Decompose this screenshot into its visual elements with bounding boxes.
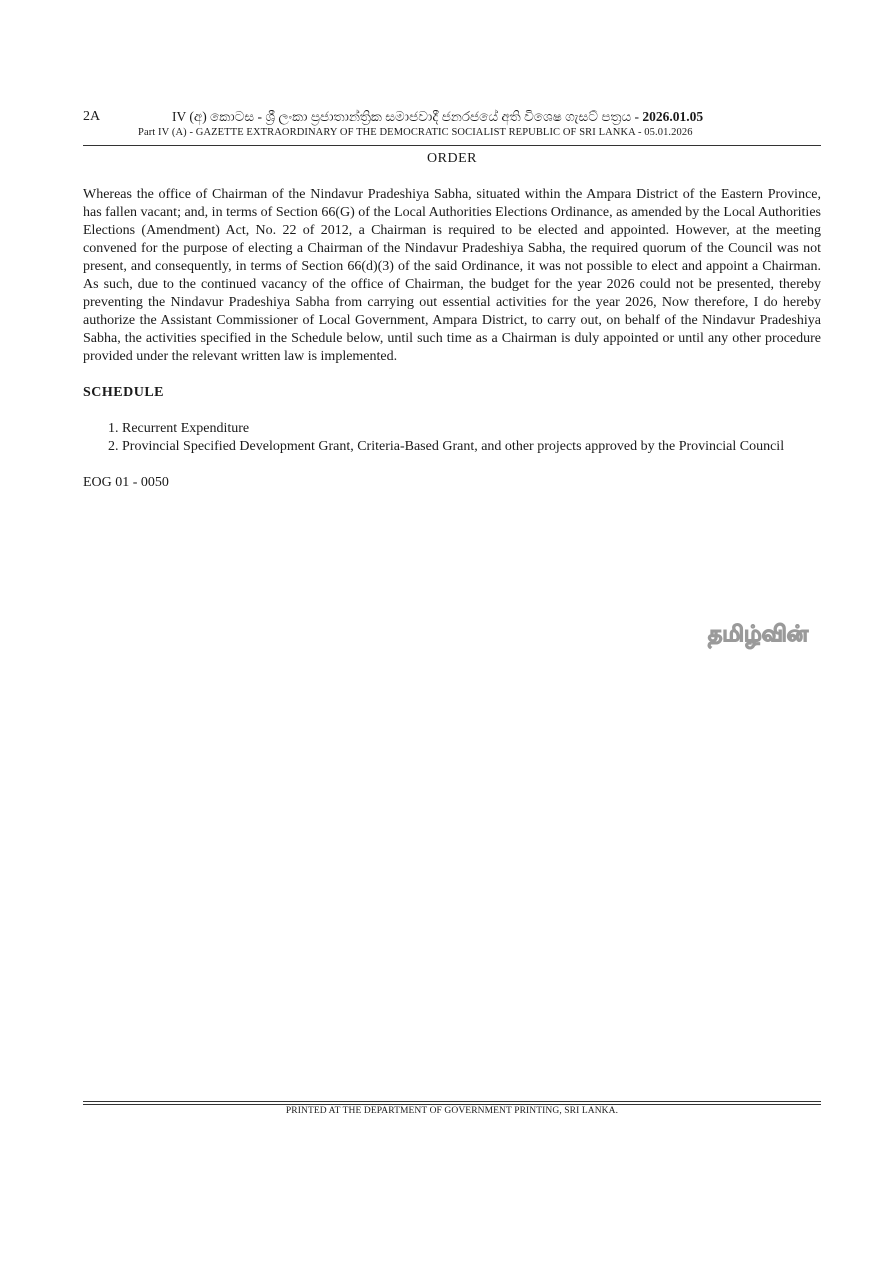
- gazette-header-date: 2026.01.05: [642, 109, 704, 124]
- printer-footer: PRINTED AT THE DEPARTMENT OF GOVERNMENT PRINTING, SRI LANKA.: [285, 1106, 619, 1116]
- order-title: ORDER: [427, 151, 477, 166]
- tamilwin-watermark-logo: [706, 614, 842, 650]
- svg-text:தமிழ்வின்: தமிழ்வின்: [708, 622, 809, 647]
- schedule-item: 1. Recurrent Expenditure: [108, 421, 250, 436]
- footer-divider-top: [83, 1101, 821, 1102]
- page-number: 2A: [83, 109, 101, 124]
- order-body-paragraph: Whereas the office of Chairman of the Nindavur Pradeshiya Sabha, situated within the Ampara District of the Eastern Province, has fallen vacant; and, in terms of Section 66(G) of the Local Authorities Elections Ordinance, as amended by the Local Authorities Elections (Amendment) Act, No. 22 of 2012, a Chairman is required to be elected and appointed. However, at the meeting convened for the purpose of electing a Chairman of the Nindavur Pradeshiya Sabha, the required quorum of the Council was not present, and consequently, in terms of Section 66(d)(3) of the said Ordinance, it was not possible to elect and appoint a Chairman. As such, due to the continued vacancy of the office of Chairman, the budget for the year 2026 could not be presented, thereby preventing the Nindavur Pradeshiya Sabha from carrying out essential activities for the year 2026, Now therefore, I do hereby authorize the Assistant Commissioner of Local Government, Ampara District, to carry out, on behalf of the Nindavur Pradeshiya Sabha, the activities specified in the Schedule below, until such time as a Chairman is duly appointed or until any other procedure provided under the relevant written law is implemented.: [83, 187, 821, 364]
- reference-code: EOG 01 - 0050: [83, 475, 169, 490]
- header-divider: [83, 145, 821, 146]
- gazette-header-sinhala: [172, 109, 703, 125]
- footer-divider-bottom: [83, 1104, 821, 1105]
- schedule-item: 2. Provincial Specified Development Grant, Criteria-Based Grant, and other projects approved by the Provincial Council: [108, 439, 785, 454]
- schedule-list: [108, 420, 828, 456]
- gazette-header-english: Part IV (A) - GAZETTE EXTRAORDINARY OF THE DEMOCRATIC SOCIALIST REPUBLIC OF SRI LANKA - 05.01.2026: [138, 127, 693, 138]
- gazette-header-sinhala-text: IV (අ) කොටස - ශ්‍රී ලංකා ප්‍රජාතාන්ත්‍රික සමාජවාදී ජනරජයේ අති විශෙෂ ගැසට් පත්‍රය -: [172, 109, 643, 124]
- schedule-heading: SCHEDULE: [83, 385, 165, 400]
